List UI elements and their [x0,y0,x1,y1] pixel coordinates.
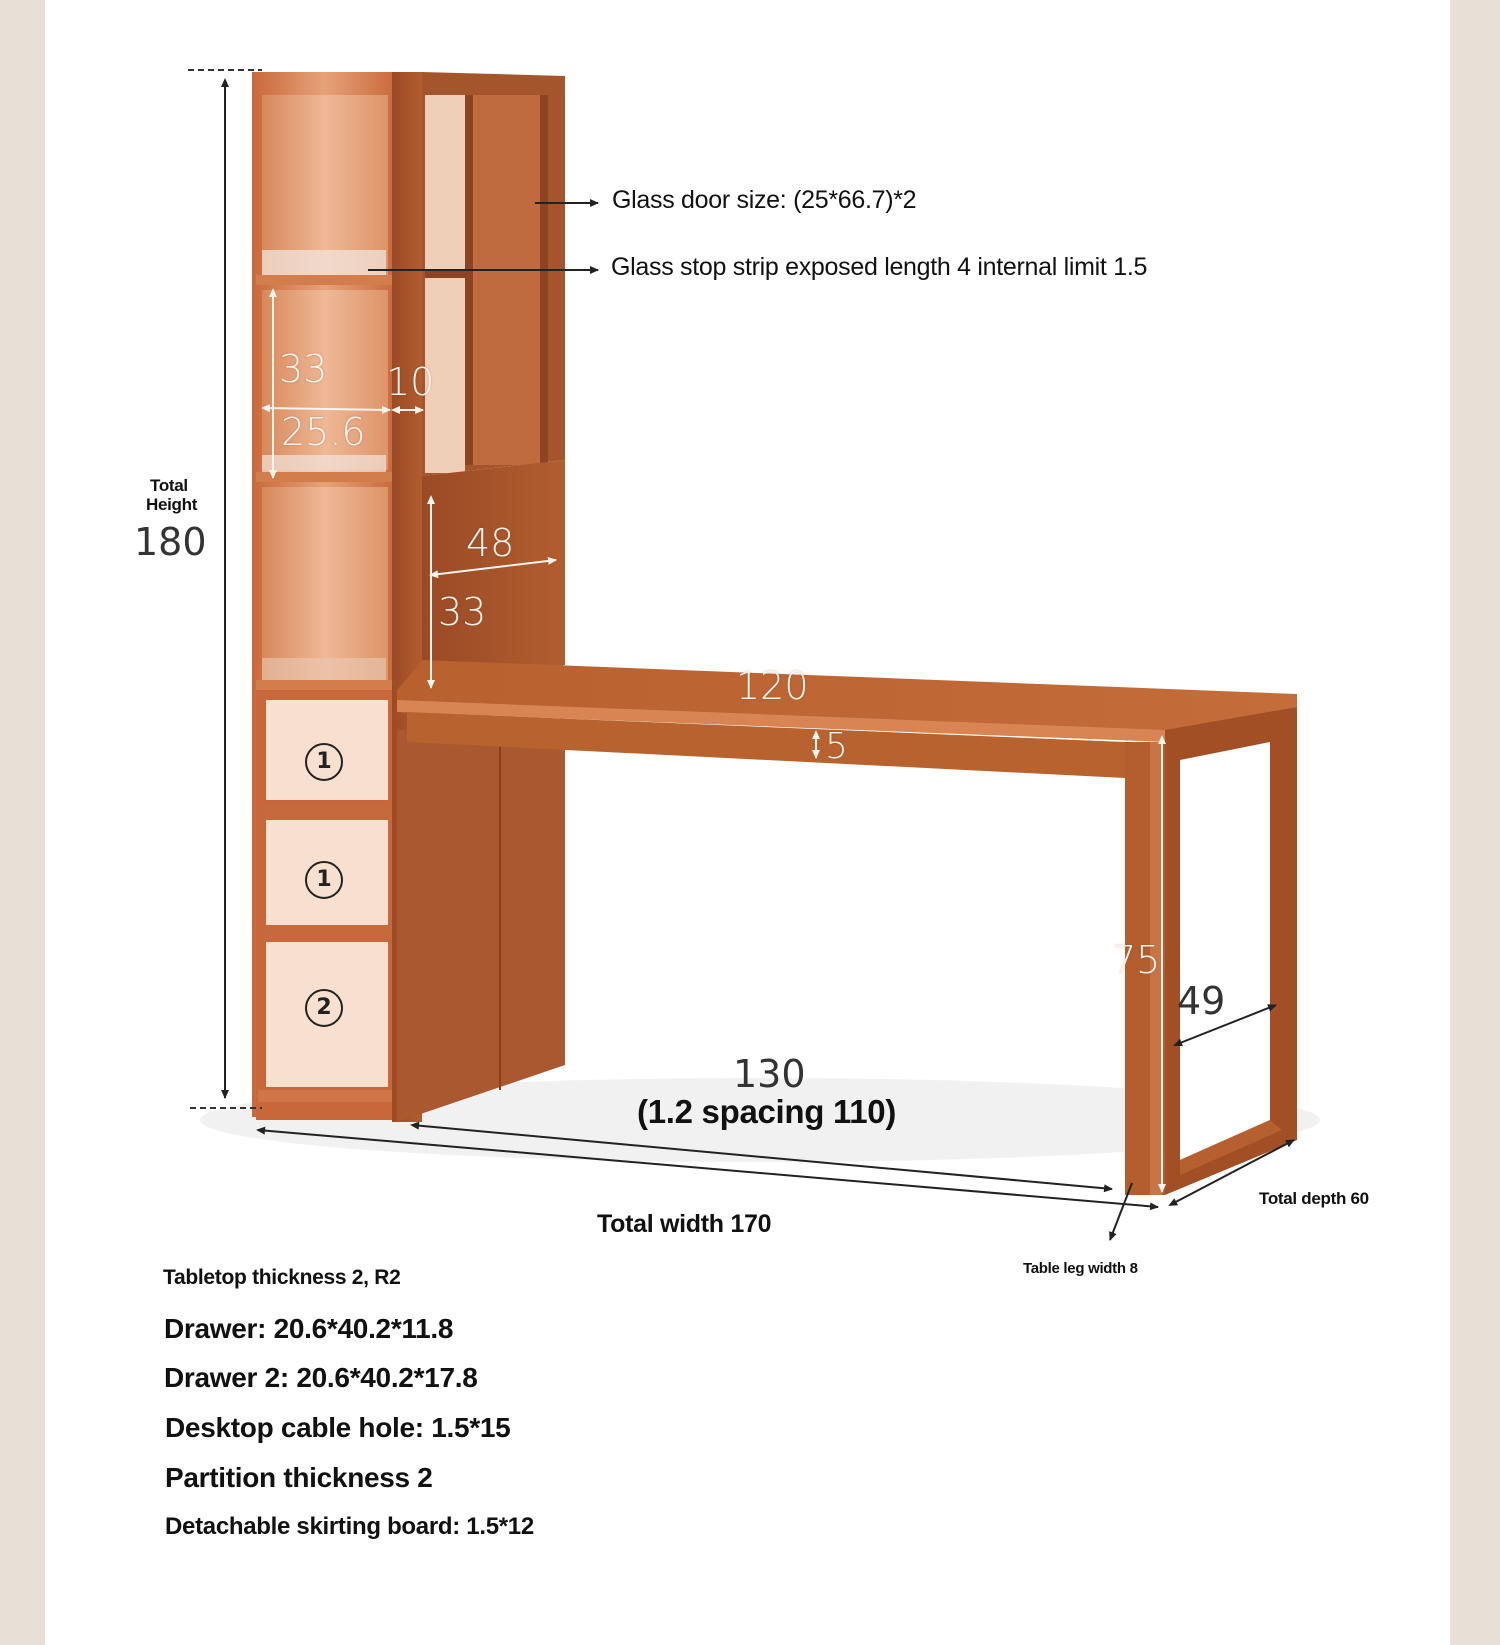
spec-drawer-2: Drawer 2: 20.6*40.2*17.8 [164,1362,478,1393]
open-shelf-width: 48 [466,521,515,565]
spec-tabletop-thickness: Tabletop thickness 2, R2 [163,1266,401,1289]
total-width-label: Total width 170 [597,1210,772,1238]
open-shelf-height: 33 [438,590,487,634]
spec-skirting-board: Detachable skirting board: 1.5*12 [165,1513,534,1540]
glass-stop-callout: Glass stop strip exposed length 4 internal limit 1.5 [611,253,1148,281]
side-gap-width: 10 [386,360,435,404]
drawer-badge-2: 1 [305,861,343,899]
span-value: 130 [733,1052,806,1096]
glass-door-callout: Glass door size: (25*66.7)*2 [612,186,917,214]
total-height-label-line2: Height [146,495,198,514]
spec-partition-thickness: Partition thickness 2 [165,1462,433,1493]
span-note: (1.2 spacing 110) [637,1093,897,1130]
apron-height: 5 [825,726,848,767]
total-height-value: 180 [134,520,207,564]
drawer-badge-3: 2 [305,989,343,1027]
leg-width-label: Table leg width 8 [1023,1260,1138,1277]
total-height-label-line1: Total [150,476,188,495]
leg-height: 75 [1112,938,1161,982]
upper-shelf-height: 33 [279,347,328,391]
spec-drawer: Drawer: 20.6*40.2*11.8 [164,1313,454,1344]
inner-depth: 49 [1177,979,1226,1023]
spec-cable-hole: Desktop cable hole: 1.5*15 [165,1412,511,1443]
tabletop-length: 120 [736,664,809,708]
upper-shelf-width: 25.6 [281,410,366,454]
total-depth-label: Total depth 60 [1259,1189,1369,1208]
drawer-badge-1: 1 [305,743,343,781]
